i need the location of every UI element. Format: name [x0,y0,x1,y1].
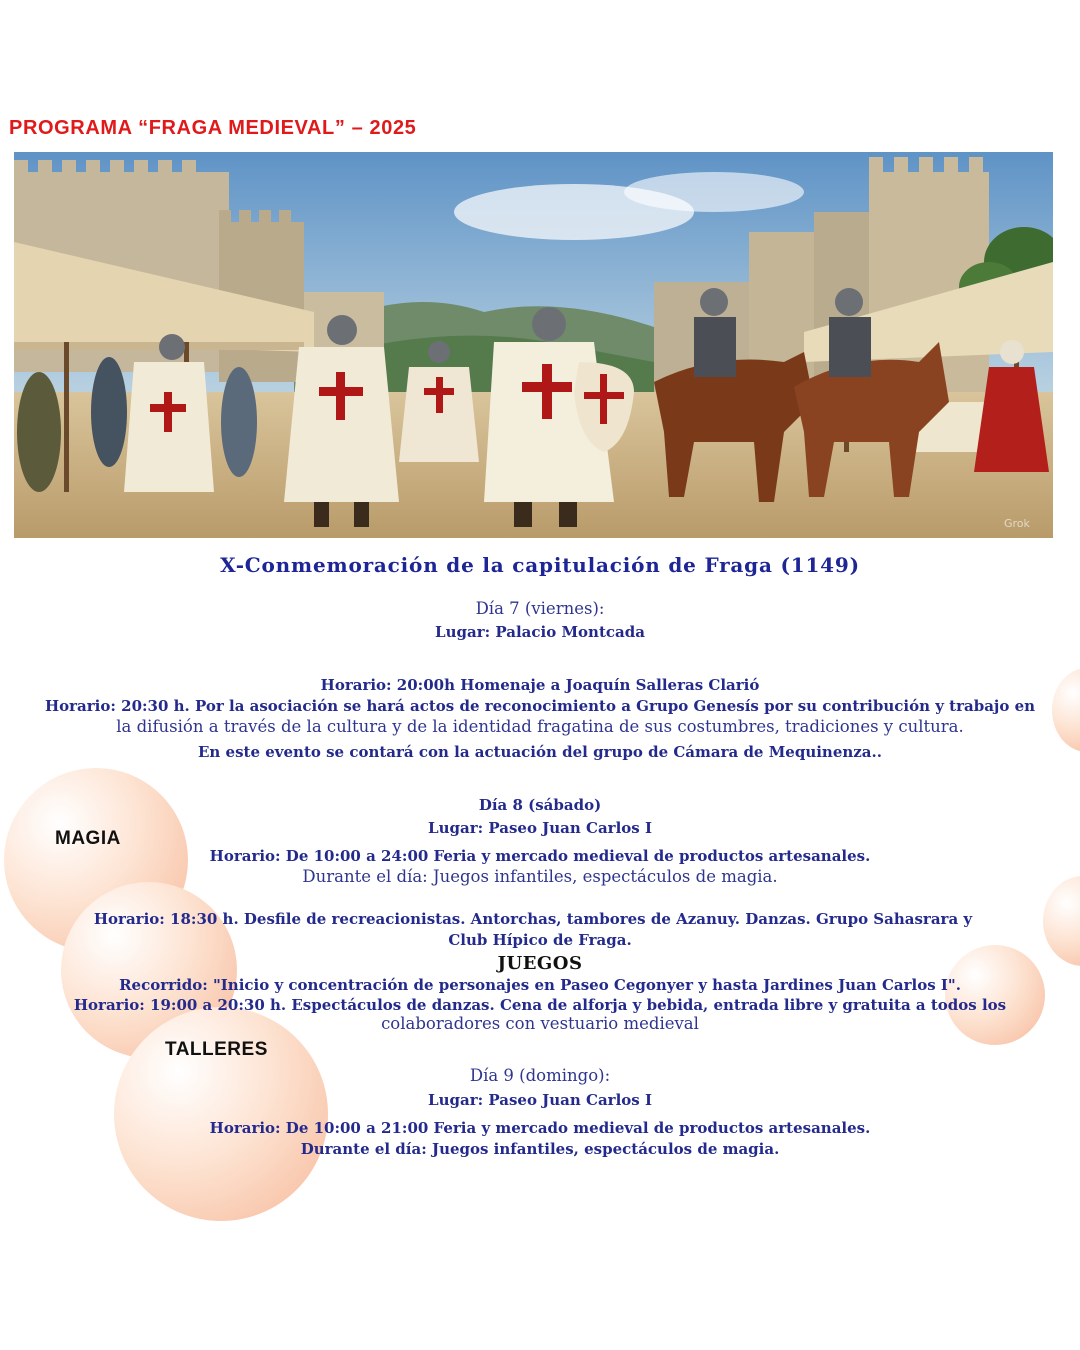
day7-schedule2-rest: la difusión a través de la cultura y de la identidad fragatina de sus costumbres, tradiciones y cultura. [116,717,964,736]
watermark-text: Grok [1004,517,1030,530]
juegos-label: JUEGOS [497,953,583,974]
day9-place: Lugar: Paseo Juan Carlos I [428,1091,652,1109]
day7-date: Día 7 (viernes): [475,599,605,618]
day8-schedule2-line1: Horario: 18:30 h. Desfile de recreacionistas. Antorchas, tambores de Azanuy. Danzas. Grupo Sahasrara y [93,910,973,928]
day9-activities: Durante el día: Juegos infantiles, espectáculos de magia. [300,1140,780,1158]
day8-schedule3-rest: colaboradores con vestuario medieval [381,1014,699,1033]
day9-date: Día 9 (domingo): [469,1066,611,1085]
day8-place: Lugar: Paseo Juan Carlos I [428,819,652,837]
day8-date: Día 8 (sábado) [478,796,602,814]
day9-schedule1: Horario: De 10:00 a 21:00 Feria y mercado medieval de productos artesanales. [209,1119,871,1137]
talleres-label: TALLERES [165,1039,268,1060]
event-heading: X-Conmemoración de la capitulación de Fraga (1149) [220,553,860,577]
hero-image [14,152,1053,538]
day7-schedule2: Horario: 20:30 h. Por la asociación se hará actos de reconocimiento a Grupo Genesís por su contribución y trabajo en [44,697,1036,715]
day8-schedule3: Horario: 19:00 a 20:30 h. Espectáculos de danzas. Cena de alforja y bebida, entrada libre y gratuita a todos los [73,996,1007,1014]
magia-label: MAGIA [55,828,121,849]
day7-note: En este evento se contará con la actuación del grupo de Cámara de Mequinenza.. [198,743,882,761]
page-title: PROGRAMA “FRAGA MEDIEVAL” – 2025 [9,117,417,139]
day7-place: Lugar: Palacio Montcada [435,623,645,641]
day8-activities: Durante el día: Juegos infantiles, espectáculos de magia. [302,867,778,886]
day7-schedule1: Horario: 20:00h Homenaje a Joaquín Salleras Clarió [320,676,760,694]
day8-schedule2-line2: Club Hípico de Fraga. [448,931,632,949]
day8-schedule1: Horario: De 10:00 a 24:00 Feria y mercado medieval de productos artesanales. [209,847,871,865]
day8-route: Recorrido: "Inicio y concentración de personajes en Paseo Cegonyer y hasta Jardines Juan Carlos I". [119,976,961,994]
